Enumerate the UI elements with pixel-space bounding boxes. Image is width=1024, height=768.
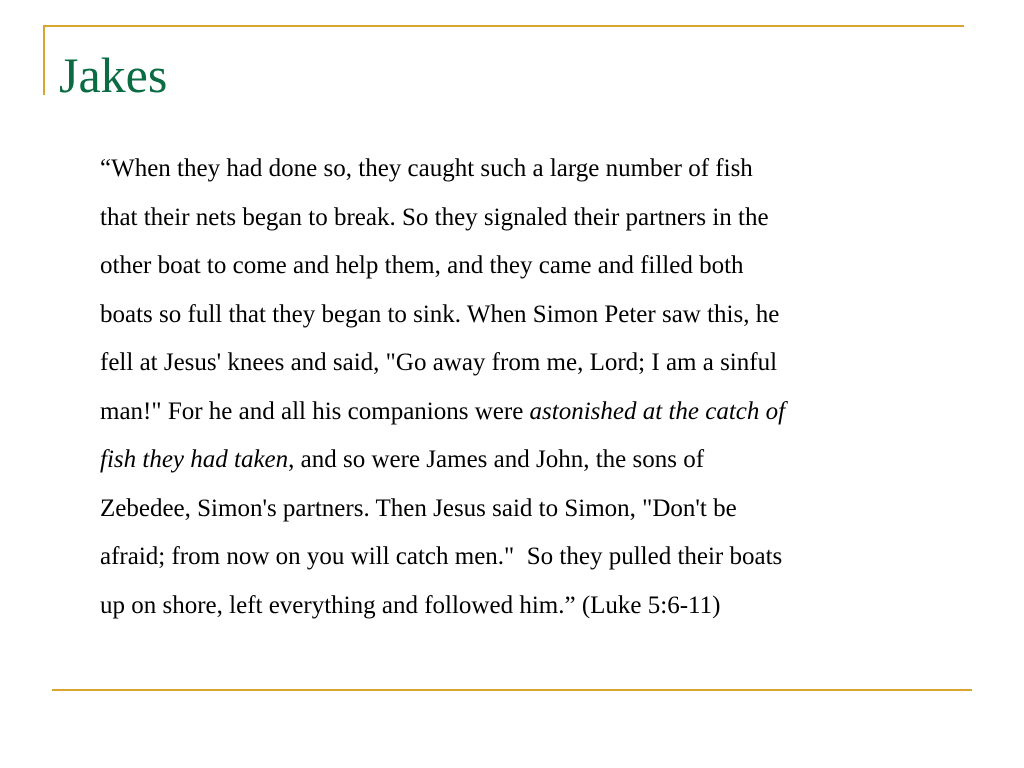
quote-line: that their nets began to break. So they signaled their partners in the xyxy=(100,203,769,231)
quote-body xyxy=(100,145,970,630)
quote-line: afraid; from now on you will catch men." So they pulled their boats xyxy=(100,543,783,570)
left-border-line xyxy=(43,25,45,95)
quote-emphasis: fish they had taken xyxy=(100,446,289,473)
bottom-border-line xyxy=(52,689,972,691)
quote-line: “When they had done so, they caught such a large number of fish xyxy=(100,155,753,182)
quote-line xyxy=(100,388,970,437)
quote-line: up on shore, left everything and followed him.” (Luke 5:6-11) xyxy=(100,591,721,619)
quote-text: man!" For he and all his companions were xyxy=(100,397,530,425)
slide-title: Jakes xyxy=(59,47,168,103)
quote-line: fell at Jesus' knees and said, "Go away from me, Lord; I am a sinful xyxy=(100,349,778,376)
quote-text: , and so were James and John, the sons of xyxy=(288,446,705,473)
quote-line: other boat to come and help them, and they came and filled both xyxy=(100,252,744,279)
top-border-line xyxy=(44,25,964,27)
quote-line: Zebedee, Simon's partners. Then Jesus said to Simon, "Don't be xyxy=(100,494,737,522)
quote-emphasis: astonished at the catch of xyxy=(529,397,786,425)
quote-line xyxy=(100,436,970,485)
quote-line: boats so full that they began to sink. When Simon Peter saw this, he xyxy=(100,300,780,328)
